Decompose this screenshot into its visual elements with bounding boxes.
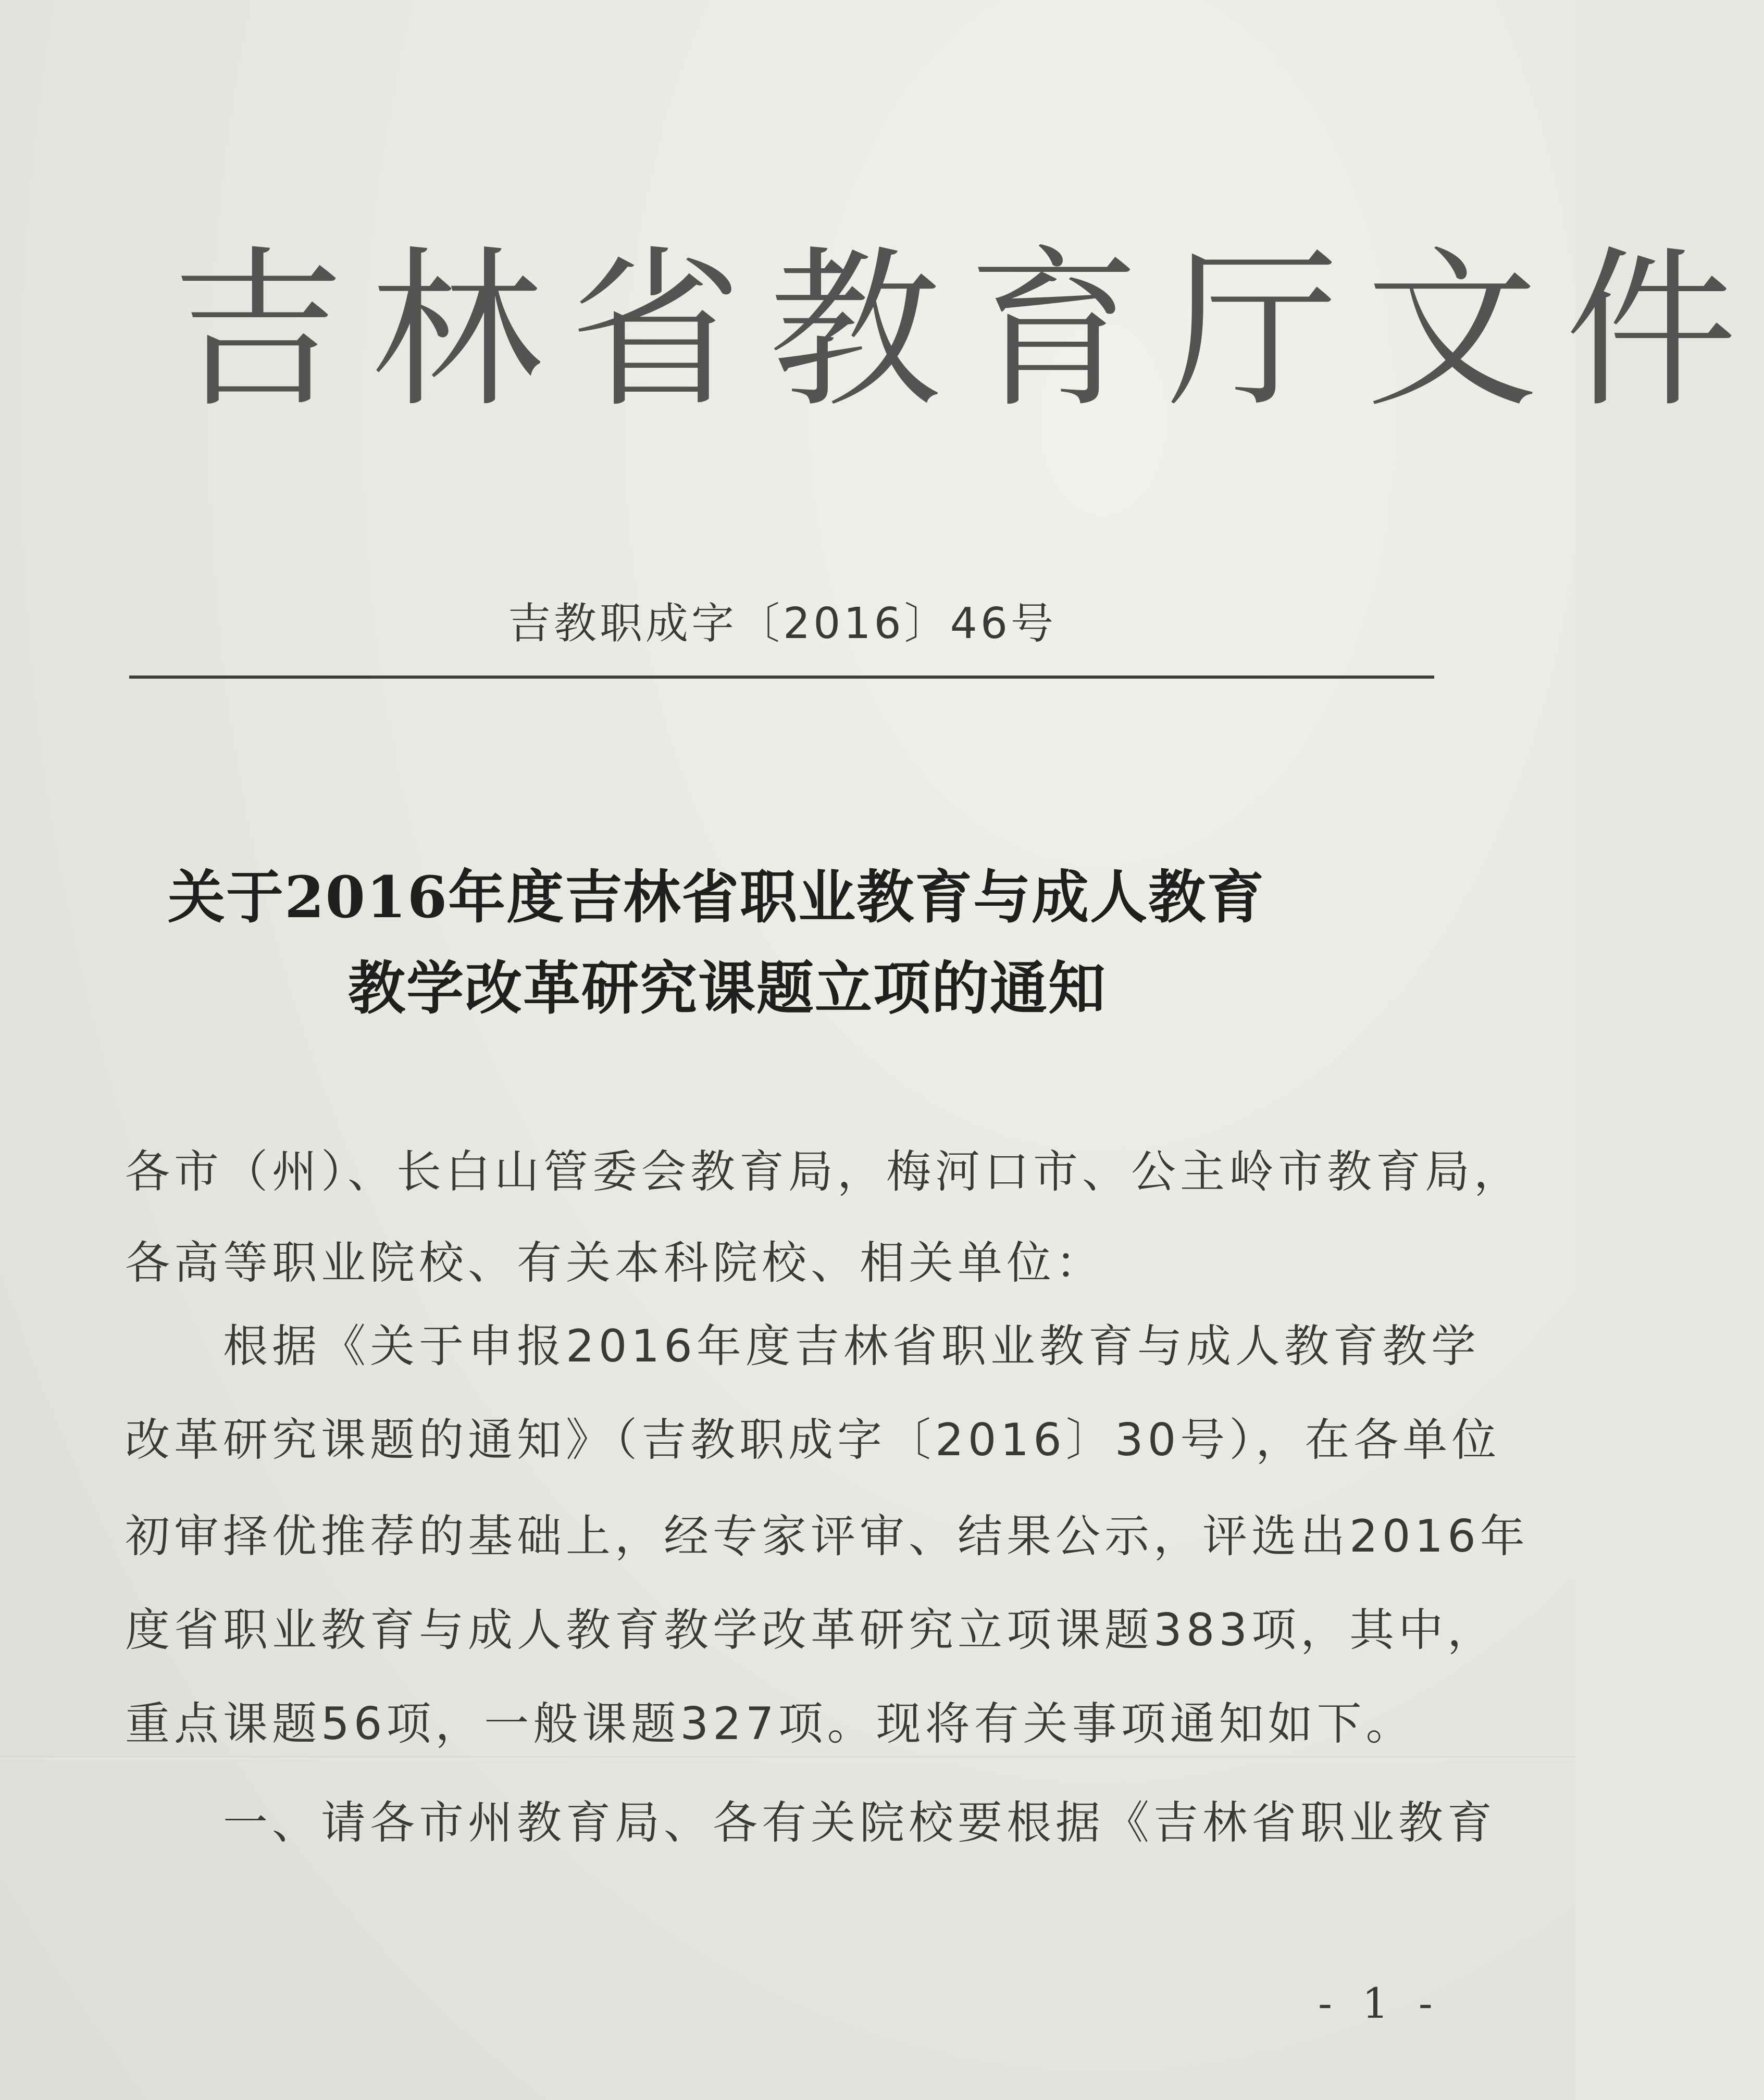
document-header-title: 吉林省教育厅文件 <box>172 231 1764 431</box>
page-number: - 1 - <box>1318 1979 1441 2028</box>
body-line-3: 根据《关于申报2016年度吉林省职业教育与成人教育教学 <box>125 1320 1480 1372</box>
notice-title-line-1: 关于2016年度吉林省职业教育与成人教育 <box>168 864 1265 931</box>
body-line-8: 一、请各市州教育局、各有关院校要根据《吉林省职业教育 <box>125 1797 1496 1849</box>
body-line-6: 度省职业教育与成人教育教学改革研究立项课题383项，其中， <box>125 1604 1497 1656</box>
body-line-7: 重点课题56项，一般课题327项。现将有关事项通知如下。 <box>125 1698 1415 1750</box>
body-line-2: 各高等职业院校、有关本科院校、相关单位： <box>125 1237 1104 1289</box>
header-divider <box>129 676 1434 679</box>
body-line-4: 改革研究课题的通知》（吉教职成字〔2016〕30号），在各单位 <box>125 1414 1501 1466</box>
document-number: 吉教职成字〔2016〕46号 <box>508 599 1057 648</box>
page-fold-shadow <box>0 1756 1575 1759</box>
body-line-5: 初审择优推荐的基础上，经专家评审、结果公示，评选出2016年 <box>125 1510 1529 1562</box>
notice-title-line-2: 教学改革研究课题立项的通知 <box>348 955 1107 1022</box>
body-line-1: 各市（州）、长白山管委会教育局，梅河口市、公主岭市教育局， <box>125 1146 1523 1198</box>
